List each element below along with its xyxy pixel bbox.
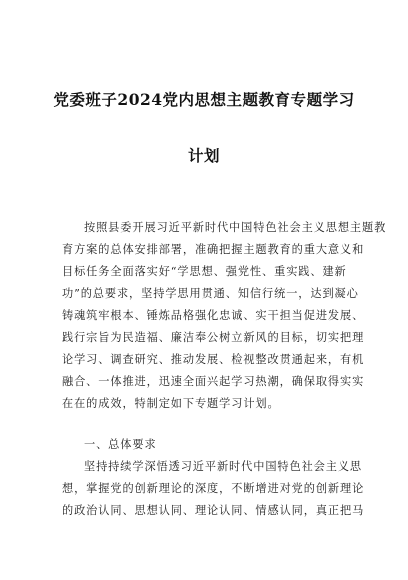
intro-paragraph-line: 融合、一体推进，迅速全面兴起学习热潮，确保取得实实	[62, 375, 365, 388]
section-paragraph-line: 坚持持续学深悟透习近平新时代中国特色社会主义思	[84, 460, 363, 473]
section-heading: 一、总体要求	[84, 438, 157, 451]
intro-paragraph-line: 践行宗旨为民造福、廉洁奉公树立新风的目标，切实把理	[62, 331, 365, 344]
intro-paragraph-line: 论学习、调查研究、推动发展、检视整改贯通起来，有机	[62, 353, 365, 366]
intro-paragraph-line: 在在的成效，特制定如下专题学习计划。	[62, 397, 280, 410]
intro-paragraph-line: 育方案的总体安排部署，准确把握主题教育的重大意义和	[62, 243, 365, 256]
section-paragraph-line: 的政治认同、思想认同、理论认同、情感认同，真正把马	[62, 504, 365, 517]
intro-paragraph-line: 目标任务全面落实好“学思想、强党性、重实践、建新	[62, 265, 347, 278]
intro-paragraph-line: 按照县委开展习近平新时代中国特色社会主义思想主题教	[84, 221, 387, 234]
document-title-line-2: 计划	[187, 146, 220, 165]
document-title-line-1: 党委班子2024党内思想主题教育专题学习	[53, 90, 355, 109]
section-paragraph-line: 想，掌握党的创新理论的深度，不断增进对党的创新理论	[62, 482, 365, 495]
intro-paragraph-line: 功”的总要求，坚持学思用贯通、知信行统一，达到凝心	[62, 287, 359, 300]
intro-paragraph-line: 铸魂筑牢根本、锤炼品格强化忠诚、实干担当促进发展、	[62, 309, 365, 322]
